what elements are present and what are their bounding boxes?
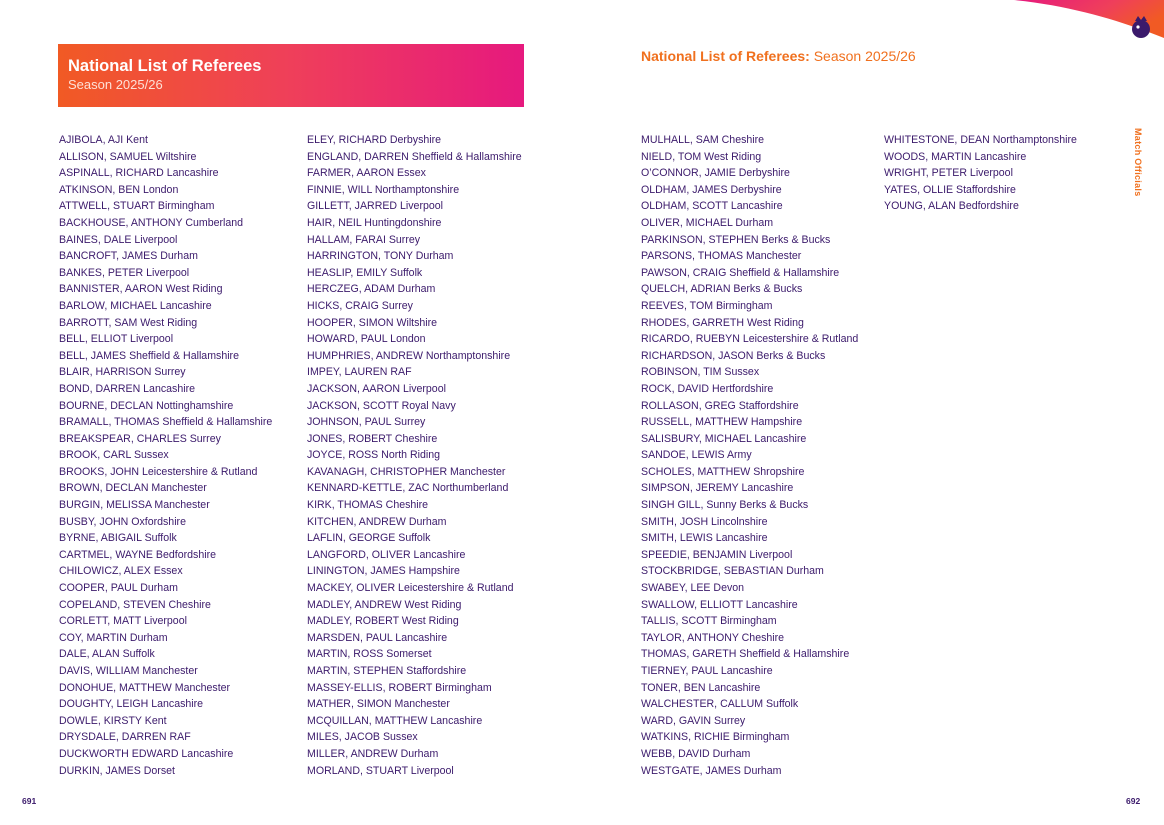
referee-entry: SMITH, JOSH Lincolnshire [641,515,768,528]
referee-entry: ASPINALL, RICHARD Lancashire [59,167,219,180]
referee-entry: MARTIN, ROSS Somerset [307,648,432,661]
referee-entry: CARTMEL, WAYNE Bedfordshire [59,548,216,561]
referee-entry: MILLER, ANDREW Durham [307,747,439,760]
referee-entry: RICHARDSON, JASON Berks & Bucks [641,349,826,362]
page-subtitle: Season 2025/26 [68,77,163,92]
referee-entry: DALE, ALAN Suffolk [59,648,155,661]
referee-entry: DOUGHTY, LEIGH Lancashire [59,698,204,711]
referee-entry: CHILOWICZ, ALEX Essex [59,565,183,578]
referee-entry: PARKINSON, STEPHEN Berks & Bucks [641,233,831,246]
referee-entry: MARTIN, STEPHEN Staffordshire [307,665,467,677]
referee-entry: KENNARD-KETTLE, ZAC Northumberland [307,482,509,495]
referee-entry: SALISBURY, MICHAEL Lancashire [641,432,807,445]
referee-entry: JACKSON, SCOTT Royal Navy [307,399,456,412]
referee-entry: IMPEY, LAUREN RAF [307,366,412,379]
referee-entry: QUELCH, ADRIAN Berks & Bucks [641,283,803,296]
referee-entry: ALLISON, SAMUEL Wiltshire [59,150,197,163]
referee-entry: COOPER, PAUL Durham [59,582,178,595]
referee-entry: BANKES, PETER Liverpool [59,266,190,279]
referee-entry: ATTWELL, STUART Birmingham [59,200,215,213]
referee-entry: MADLEY, ANDREW West Riding [307,598,462,611]
referee-entry: REEVES, TOM Birmingham [641,299,773,312]
referee-entry: SWALLOW, ELLIOTT Lancashire [641,598,798,611]
referee-entry: WOODS, MARTIN Lancashire [884,150,1027,163]
referee-entry: PARSONS, THOMAS Manchester [641,250,802,263]
referee-entry: DUCKWORTH EDWARD Lancashire [59,747,234,760]
referee-entry: KITCHEN, ANDREW Durham [307,515,447,528]
referee-entry: BURGIN, MELISSA Manchester [59,499,210,512]
referee-entry: BUSBY, JOHN Oxfordshire [59,515,186,528]
referee-entry: HERCZEG, ADAM Durham [307,283,436,296]
page-number-left: 691 [22,796,37,806]
referee-entry: WRIGHT, PETER Liverpool [884,167,1013,180]
referee-entry: DOWLE, KIRSTY Kent [59,714,167,727]
referee-entry: LININGTON, JAMES Hampshire [307,565,460,578]
referee-entry: BROWN, DECLAN Manchester [59,482,207,495]
referee-entry: NIELD, TOM West Riding [641,150,762,163]
referee-entry: FINNIE, WILL Northamptonshire [307,183,460,196]
referee-entry: YOUNG, ALAN Bedfordshire [884,200,1019,213]
referee-entry: TIERNEY, PAUL Lancashire [641,665,773,677]
referee-entry: ENGLAND, DARREN Sheffield & Hallamshire [307,150,522,163]
referee-entry: JACKSON, AARON Liverpool [307,382,446,395]
referee-entry: GILLETT, JARRED Liverpool [307,200,444,213]
referee-entry: ELEY, RICHARD Derbyshire [307,134,442,146]
section-side-label: Match Officials [1133,128,1143,197]
referee-entry: KIRK, THOMAS Cheshire [307,499,429,512]
right-title-text: National List of Referees: [641,48,810,64]
referee-entry: MARSDEN, PAUL Lancashire [307,631,448,644]
referee-entry: BAINES, DALE Liverpool [59,233,178,246]
referee-entry: RUSSELL, MATTHEW Hampshire [641,416,803,429]
referee-entry: JONES, ROBERT Cheshire [307,432,438,445]
referee-entry: BELL, JAMES Sheffield & Hallamshire [59,349,239,362]
referee-entry: HUMPHRIES, ANDREW Northamptonshire [307,349,511,362]
referee-entry: DRYSDALE, DARREN RAF [59,731,191,744]
referee-entry: TALLIS, SCOTT Birmingham [641,615,777,628]
referee-entry: SANDOE, LEWIS Army [641,449,752,462]
referee-entry: O’CONNOR, JAMIE Derbyshire [641,167,790,180]
referee-entry: PAWSON, CRAIG Sheffield & Hallamshire [641,266,840,279]
referee-entry: HICKS, CRAIG Surrey [307,299,413,312]
referee-entry: BOND, DARREN Lancashire [59,382,195,395]
referee-entry: WALCHESTER, CALLUM Suffolk [641,698,799,711]
referee-entry: MCQUILLAN, MATTHEW Lancashire [307,714,483,727]
referee-entry: WHITESTONE, DEAN Northamptonshire [884,134,1077,146]
referee-entry: ROCK, DAVID Hertfordshire [641,382,774,395]
referee-entry: BARROTT, SAM West Riding [59,316,198,329]
referee-entry: STOCKBRIDGE, SEBASTIAN Durham [641,565,824,578]
referee-entry: DAVIS, WILLIAM Manchester [59,665,198,677]
right-page-title [641,48,916,64]
referee-entry: SMITH, LEWIS Lancashire [641,532,768,545]
referee-entry: DONOHUE, MATTHEW Manchester [59,681,231,694]
corner-graphic [1014,0,1164,70]
referee-column-4 [884,132,1077,215]
referee-entry: TONER, BEN Lancashire [641,681,761,694]
referee-entry: OLDHAM, SCOTT Lancashire [641,200,783,213]
referee-entry: TAYLOR, ANTHONY Cheshire [641,631,785,644]
referee-entry: CORLETT, MATT Liverpool [59,615,187,628]
referee-entry: MACKEY, OLIVER Leicestershire & Rutland [307,582,514,595]
referee-entry: BROOK, CARL Sussex [59,449,169,462]
referee-entry: SPEEDIE, BENJAMIN Liverpool [641,548,793,561]
referee-entry: HEASLIP, EMILY Suffolk [307,266,423,279]
title-banner [58,44,524,107]
referee-entry: LANGFORD, OLIVER Lancashire [307,548,466,561]
referee-entry: HAIR, NEIL Huntingdonshire [307,216,442,229]
referee-entry: SIMPSON, JEREMY Lancashire [641,482,794,495]
referee-entry: JOYCE, ROSS North Riding [307,449,441,462]
referee-entry: WATKINS, RICHIE Birmingham [641,731,790,744]
page-number-right: 692 [1126,796,1141,806]
referee-entry: BANNISTER, AARON West Riding [59,283,223,296]
referee-entry: SWABEY, LEE Devon [641,582,745,595]
referee-entry: BOURNE, DECLAN Nottinghamshire [59,399,234,412]
referee-entry: WARD, GAVIN Surrey [641,714,746,727]
referee-entry: MATHER, SIMON Manchester [307,698,450,711]
referee-entry: HOOPER, SIMON Wiltshire [307,316,438,329]
referee-entry: DURKIN, JAMES Dorset [59,764,175,777]
referee-entry: ROBINSON, TIM Sussex [641,366,760,379]
referee-entry: AJIBOLA, AJI Kent [59,134,148,146]
referee-entry: ATKINSON, BEN London [59,183,179,196]
referee-entry: OLDHAM, JAMES Derbyshire [641,183,782,196]
referee-entry: SCHOLES, MATTHEW Shropshire [641,465,805,478]
referee-entry: BANCROFT, JAMES Durham [59,250,198,263]
referee-entry: RHODES, GARRETH West Riding [641,316,804,329]
referee-entry: RICARDO, RUEBYN Leicestershire & Rutland [641,333,859,346]
referee-entry: MADLEY, ROBERT West Riding [307,615,459,628]
referee-entry: LAFLIN, GEORGE Suffolk [307,532,431,545]
referee-entry: MASSEY-ELLIS, ROBERT Birmingham [307,681,492,694]
referee-column-1 [59,132,272,779]
referee-entry: HARRINGTON, TONY Durham [307,250,454,263]
referee-entry: MILES, JACOB Sussex [307,731,418,744]
referee-entry: JOHNSON, PAUL Surrey [307,416,426,429]
referee-entry: BLAIR, HARRISON Surrey [59,366,186,379]
referee-entry: BARLOW, MICHAEL Lancashire [59,299,212,312]
referee-entry: COY, MARTIN Durham [59,631,168,644]
referee-entry: YATES, OLLIE Staffordshire [884,183,1016,196]
right-title-season: Season 2025/26 [813,48,916,64]
referee-entry: MORLAND, STUART Liverpool [307,764,454,777]
referee-entry: BACKHOUSE, ANTHONY Cumberland [59,216,244,229]
referee-entry: BYRNE, ABIGAIL Suffolk [59,532,177,545]
referee-column-3 [641,132,858,779]
referee-entry: BROOKS, JOHN Leicestershire & Rutland [59,465,258,478]
referee-entry: WESTGATE, JAMES Durham [641,764,782,777]
referee-entry: KAVANAGH, CHRISTOPHER Manchester [307,465,506,478]
referee-entry: SINGH GILL, Sunny Berks & Bucks [641,499,809,512]
referee-column-2 [307,132,522,779]
referee-entry: HOWARD, PAUL London [307,333,426,346]
referee-entry: BRAMALL, THOMAS Sheffield & Hallamshire [59,416,273,429]
referee-entry: HALLAM, FARAI Surrey [307,233,421,246]
referee-entry: MULHALL, SAM Cheshire [641,134,765,146]
referee-entry: ROLLASON, GREG Staffordshire [641,399,799,412]
referee-entry: BELL, ELLIOT Liverpool [59,333,174,346]
referee-entry: BREAKSPEAR, CHARLES Surrey [59,432,221,445]
referee-entry: THOMAS, GARETH Sheffield & Hallamshire [641,648,850,661]
referee-entry: COPELAND, STEVEN Cheshire [59,598,211,611]
referee-entry: OLIVER, MICHAEL Durham [641,216,774,229]
referee-entry: FARMER, AARON Essex [307,167,426,180]
referee-entry: WEBB, DAVID Durham [641,747,751,760]
page-title: National List of Referees [68,57,262,75]
